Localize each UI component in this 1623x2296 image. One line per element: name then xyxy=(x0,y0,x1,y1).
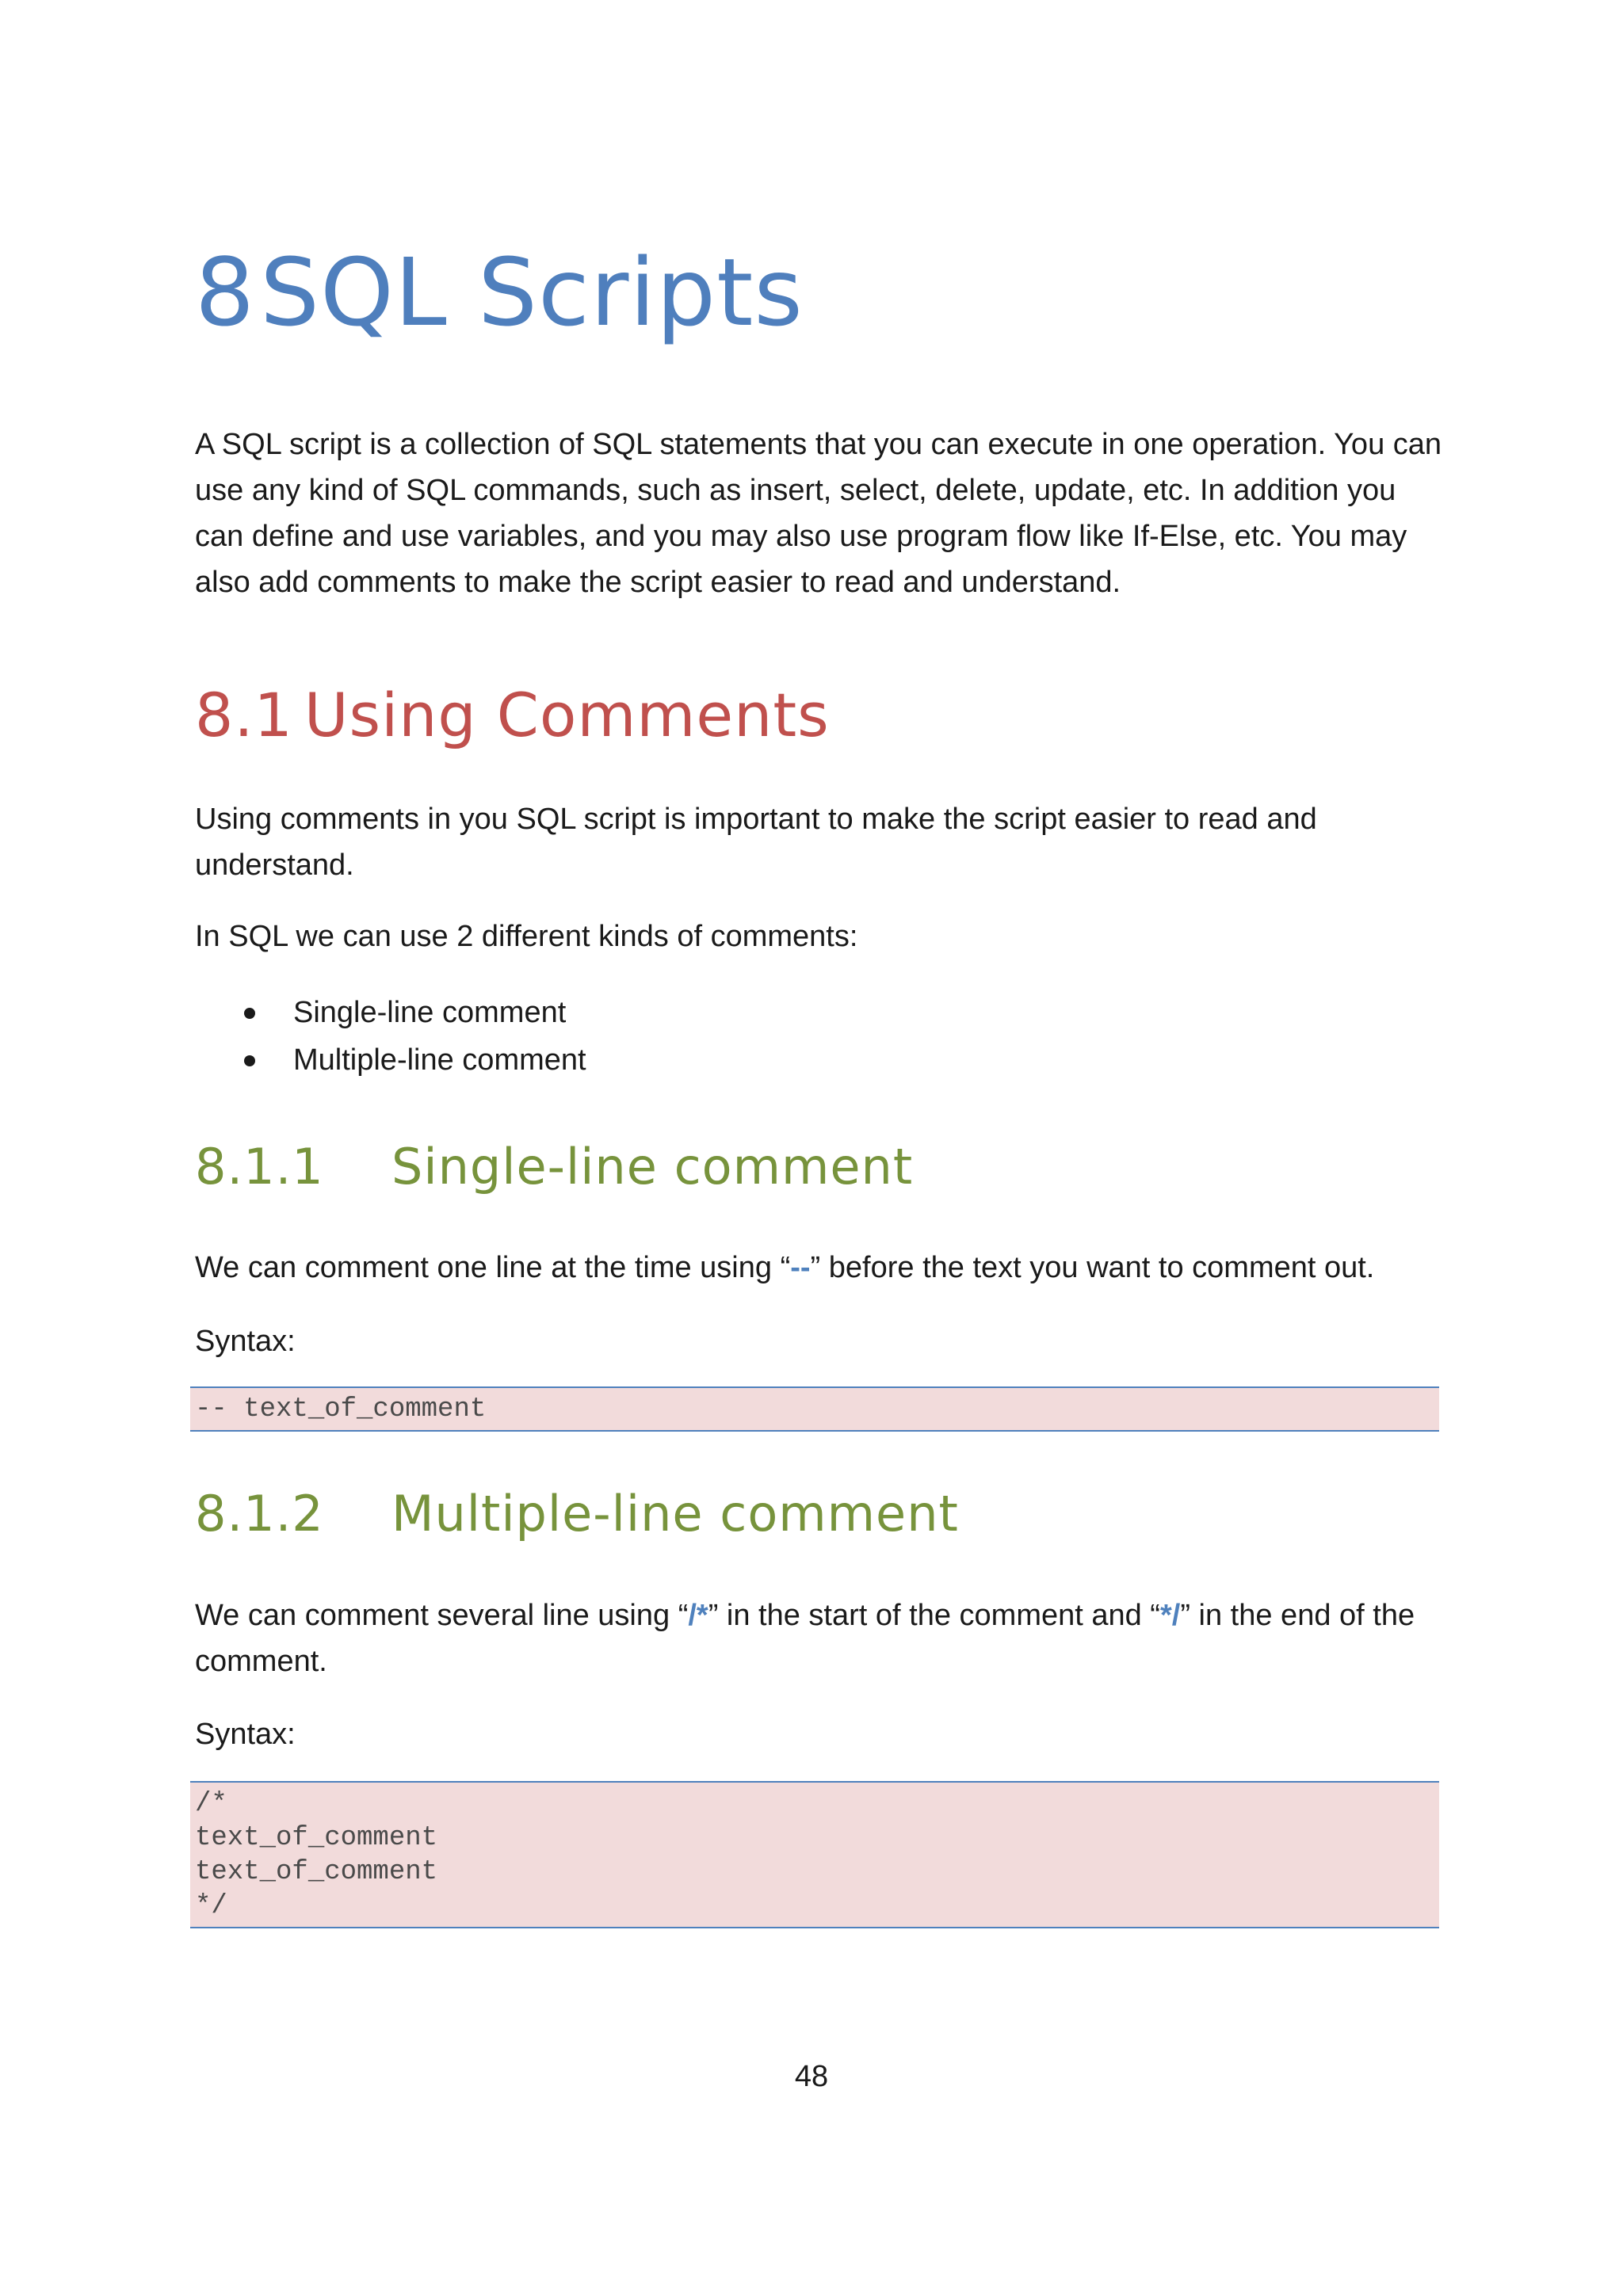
chapter-heading xyxy=(195,238,804,347)
syntax-label: Syntax: xyxy=(195,1718,296,1751)
bullet-icon xyxy=(244,1055,255,1066)
chapter-intro: A SQL script is a collection of SQL statements that you can execute in one operation. You can use any kind of SQL commands, such as insert, select, delete, update, etc. In addition you can define and use variables, and you may also use program flow like If-Else, etc. You may also add comments to make the script easier to read and understand. xyxy=(195,428,1442,599)
subsection-number: 8.1.2 xyxy=(195,1485,324,1543)
code-line: -- text_of_comment xyxy=(195,1394,487,1425)
code-line: /* xyxy=(195,1789,227,1819)
section-paragraph-2: In SQL we can use 2 different kinds of comments: xyxy=(195,920,858,953)
chapter-number: 8 xyxy=(195,238,256,347)
bullet-icon xyxy=(244,1008,255,1019)
section-title: Using Comments xyxy=(304,680,830,750)
code-line: text_of_comment xyxy=(195,1823,438,1853)
section-number: 8.1 xyxy=(195,680,293,750)
comment-kinds-list xyxy=(195,989,586,1084)
subsection-heading-single-line xyxy=(195,1138,913,1196)
syntax-label: Syntax: xyxy=(195,1325,296,1358)
list-item: Single-line comment xyxy=(195,989,586,1036)
code-block-multi-line xyxy=(190,1781,1439,1928)
multi-line-start-marker: /* xyxy=(688,1599,708,1632)
multi-line-end-marker: */ xyxy=(1159,1599,1181,1632)
code-block-single-line xyxy=(190,1386,1439,1432)
multi-line-description: We can comment several line using “/*” in the start of the comment and “*/” in the end of the comment. xyxy=(195,1599,1415,1678)
section-heading xyxy=(195,680,830,750)
subsection-title: Single-line comment xyxy=(391,1138,914,1196)
section-paragraph-1: Using comments in you SQL script is important to make the script easier to read and understand. xyxy=(195,803,1317,882)
subsection-title: Multiple-line comment xyxy=(391,1485,959,1543)
list-item: Multiple-line comment xyxy=(195,1036,586,1084)
subsection-number: 8.1.1 xyxy=(195,1138,324,1196)
code-line: */ xyxy=(195,1891,227,1921)
chapter-title: SQL Scripts xyxy=(260,238,804,347)
single-line-marker: -- xyxy=(790,1251,811,1284)
subsection-heading-multi-line xyxy=(195,1485,959,1543)
page-number: 48 xyxy=(794,2060,829,2093)
code-line: text_of_comment xyxy=(195,1857,438,1887)
single-line-description: We can comment one line at the time using “--” before the text you want to comment out. xyxy=(195,1251,1375,1284)
